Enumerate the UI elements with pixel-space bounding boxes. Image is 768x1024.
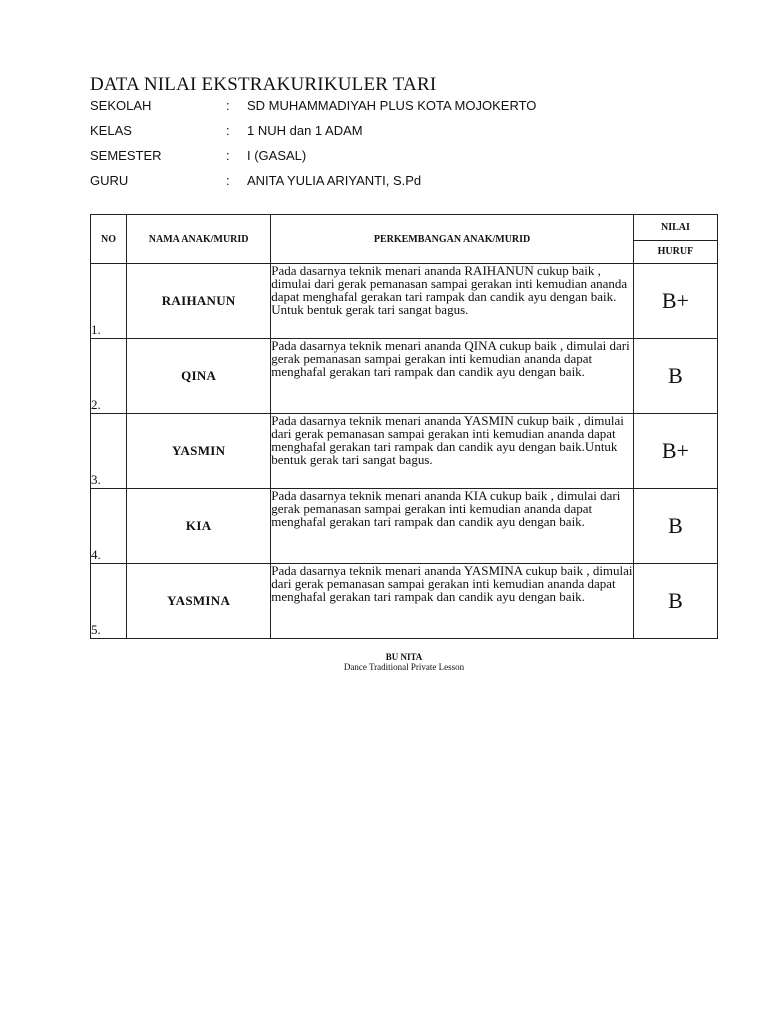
table-row <box>91 264 718 339</box>
info-colon: : <box>226 98 230 113</box>
header-huruf: HURUF <box>633 240 717 263</box>
footer-teacher: BU NITA <box>385 652 423 662</box>
info-value: 1 NUH dan 1 ADAM <box>247 123 363 138</box>
row-number: 3. <box>91 414 127 489</box>
student-grade: B+ <box>633 264 717 339</box>
document-title: DATA NILAI EKSTRAKURIKULER TARI <box>90 74 437 95</box>
info-value: ANITA YULIA ARIYANTI, S.Pd <box>247 173 422 188</box>
student-name: YASMINA <box>127 564 271 639</box>
grades-table <box>90 214 718 639</box>
table-header-row <box>91 215 718 241</box>
header-no: NO <box>91 215 127 264</box>
student-grade: B <box>633 339 717 414</box>
student-description: Pada dasarnya teknik menari ananda RAIHANUN cukup baik , dimulai dari gerak pemanasan sampai gerakan inti kemudian ananda dapat menghafal gerakan tari rampak dan candik ayu dengan baik. Untuk bentuk gerak tari sangat bagus. <box>271 264 634 339</box>
info-label: KELAS <box>90 123 132 138</box>
info-colon: : <box>226 173 230 188</box>
info-label: GURU <box>90 173 129 188</box>
student-description: Pada dasarnya teknik menari ananda QINA cukup baik , dimulai dari gerak pemanasan sampai gerakan inti kemudian ananda dapat menghafal gerakan tari rampak dan candik ayu dengan baik. <box>271 339 634 414</box>
info-colon: : <box>226 148 230 163</box>
student-grade: B <box>633 489 717 564</box>
info-value: SD MUHAMMADIYAH PLUS KOTA MOJOKERTO <box>247 98 537 113</box>
info-colon: : <box>226 123 230 138</box>
row-number: 4. <box>91 489 127 564</box>
student-name: YASMIN <box>127 414 271 489</box>
table-row <box>91 564 718 639</box>
table-row <box>91 414 718 489</box>
info-label: SEMESTER <box>90 148 162 163</box>
table-row <box>91 339 718 414</box>
student-grade: B+ <box>633 414 717 489</box>
student-name: KIA <box>127 489 271 564</box>
header-nilai: NILAI <box>633 215 717 241</box>
info-value: I (GASAL) <box>247 148 307 163</box>
student-grade: B <box>633 564 717 639</box>
row-number: 5. <box>91 564 127 639</box>
header-name: NAMA ANAK/MURID <box>127 215 271 264</box>
header-development: PERKEMBANGAN ANAK/MURID <box>271 215 634 264</box>
footer-lesson: Dance Traditional Private Lesson <box>343 662 465 672</box>
row-number: 1. <box>91 264 127 339</box>
row-number: 2. <box>91 339 127 414</box>
student-description: Pada dasarnya teknik menari ananda YASMINA cukup baik , dimulai dari gerak pemanasan sampai gerakan inti kemudian ananda dapat menghafal gerakan tari rampak dan candik ayu dengan baik. <box>271 564 634 639</box>
student-name: RAIHANUN <box>127 264 271 339</box>
student-description: Pada dasarnya teknik menari ananda YASMIN cukup baik , dimulai dari gerak pemanasan sampai gerakan inti kemudian ananda dapat menghafal gerakan tari rampak dan candik ayu dengan baik.Untuk bentuk gerak tari sangat bagus. <box>271 414 634 489</box>
student-name: QINA <box>127 339 271 414</box>
table-row <box>91 489 718 564</box>
info-label: SEKOLAH <box>90 98 152 113</box>
student-description: Pada dasarnya teknik menari ananda KIA cukup baik , dimulai dari gerak pemanasan sampai gerakan inti kemudian ananda dapat menghafal gerakan tari rampak dan candik ayu dengan baik. <box>271 489 634 564</box>
